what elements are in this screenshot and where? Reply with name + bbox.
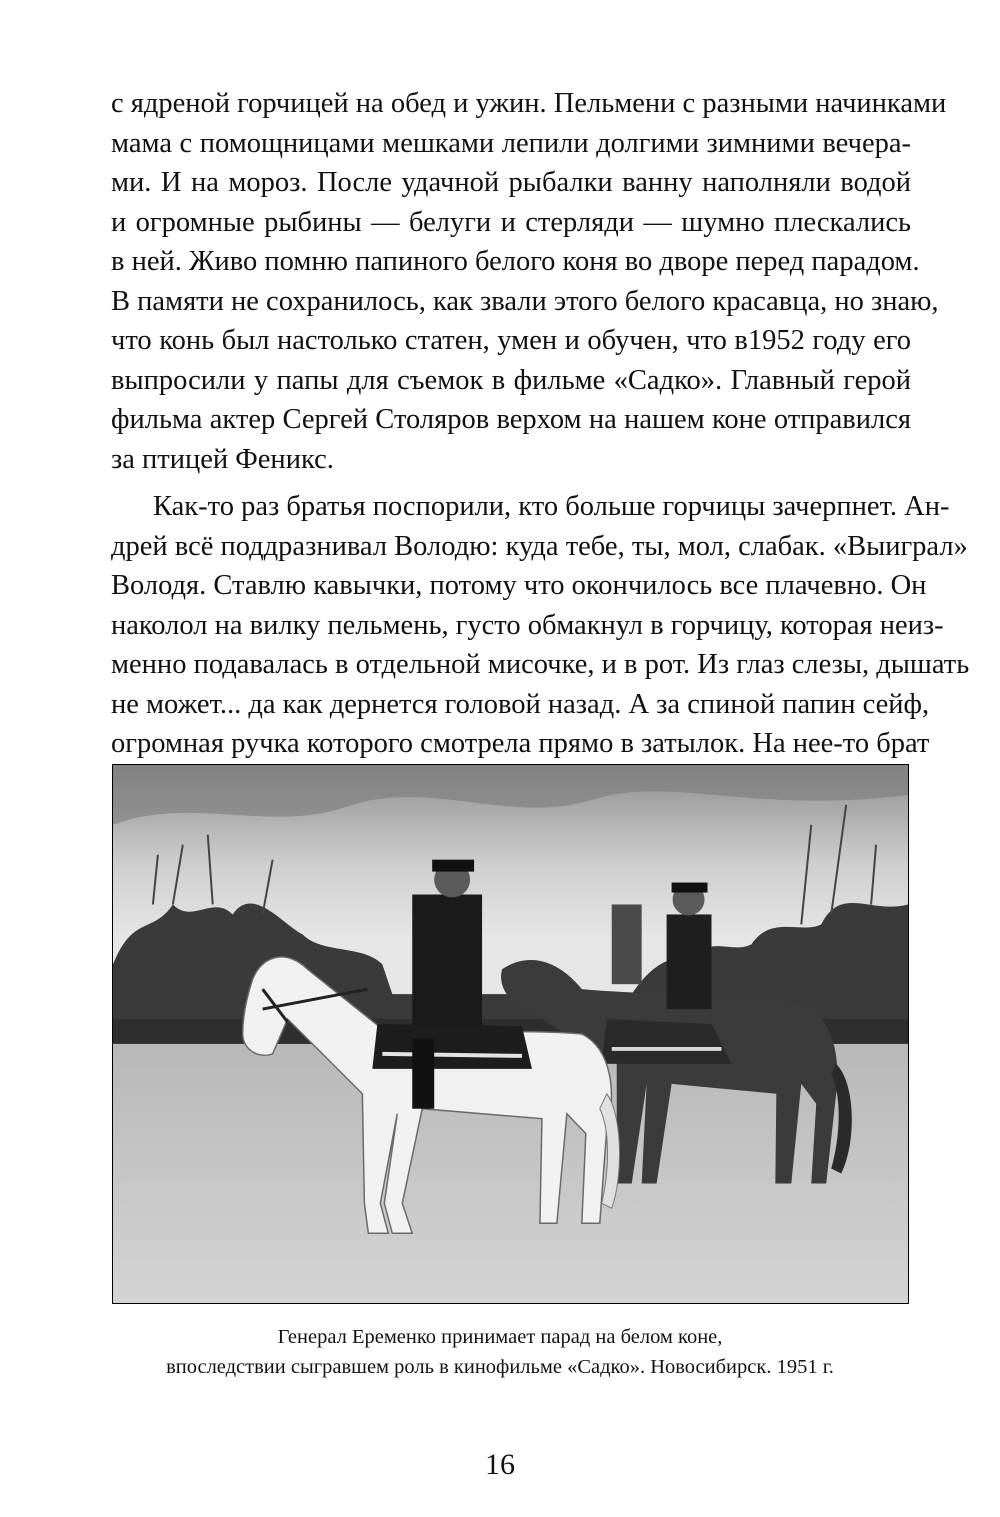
parade-photo	[112, 764, 909, 1304]
text-line: и огромные рыбины — белуги и стерляди — шумно плескались	[111, 206, 911, 238]
text-line: огромная ручка которого смотрела прямо в затылок. На нее-то брат	[111, 728, 930, 759]
text-line: выпросили у папы для съемок в фильме «Садко». Главный герой	[111, 364, 911, 396]
text-line: В памяти не сохранилось, как звали этого белого красавца, но знаю,	[111, 285, 939, 317]
text-line: Володя. Ставлю кавычки, потому что окончилось все плачевно. Он	[111, 570, 927, 601]
photo-caption	[60, 1322, 940, 1382]
tower	[612, 904, 642, 984]
text-line: ми. И на мороз. После удачной рыбалки ванну наполняли водой	[111, 167, 911, 198]
text-line: дрей всё поддразнивал Володю: куда тебе, ты, мол, слабак. «Выиграл»	[111, 530, 968, 562]
text-line: мама с помощницами мешками лепили долгими зимними вечера-	[111, 127, 911, 159]
caption-line: Генерал Еременко принимает парад на белом коне,	[277, 1326, 723, 1348]
paragraph-2	[111, 487, 970, 764]
text-line: не может... да как дернется головой назад. А за спиной папин сейф,	[111, 688, 930, 720]
paragraph-1	[111, 84, 947, 479]
text-line: менно подавалась в отдельной мисочке, и в рот. Из глаз слезы, дышать	[111, 649, 970, 680]
text-line: с ядреной горчицей на обед и ужин. Пельмени с разными начинками	[111, 88, 947, 119]
text-line: что конь был настолько статен, умен и обучен, что в1952 году его	[111, 325, 911, 356]
text-line: Как-то раз братья поспорили, кто больше горчицы зачерпнет. Ан-	[153, 491, 950, 522]
text-line: наколол на вилку пельмень, густо обмакнул в горчицу, которая неиз-	[111, 609, 944, 641]
text-line: за птицей Феникс.	[111, 443, 334, 475]
caption-line: впоследствии сыгравшем роль в кинофильме «Садко». Новосибирск. 1951 г.	[166, 1356, 834, 1378]
body-text	[111, 84, 970, 764]
parade-photo-illustration	[113, 765, 908, 1303]
text-line: в ней. Живо помню папиного белого коня во дворе перед парадом.	[111, 246, 920, 277]
text-line: фильма актер Сергей Столяров верхом на нашем коне отправился	[111, 404, 911, 435]
page-number: 16	[485, 1448, 515, 1481]
